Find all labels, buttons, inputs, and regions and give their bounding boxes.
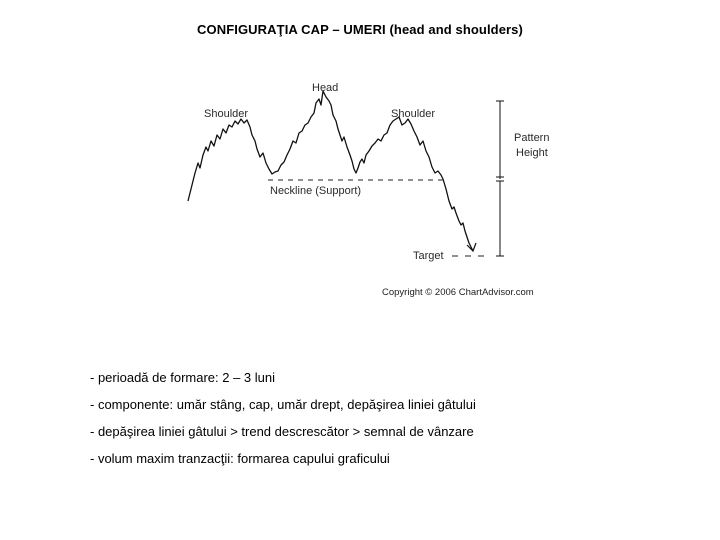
page-title: CONFIGURAŢIA CAP – UMERI (head and shoulders) xyxy=(197,22,523,37)
bullet-list xyxy=(90,370,690,478)
pattern-height-label-line1: Pattern xyxy=(514,132,550,144)
right-shoulder-label: Shoulder xyxy=(391,108,436,120)
pattern-height-label-line2: Height xyxy=(516,147,548,159)
list-item: - componente: umăr stâng, cap, umăr drept, depăşirea liniei gâtului xyxy=(90,397,476,412)
target-label: Target xyxy=(413,250,444,262)
list-item: - depăşirea liniei gâtului > trend descrescător > semnal de vânzare xyxy=(90,424,474,439)
left-shoulder-label: Shoulder xyxy=(204,108,249,120)
neckline-label: Neckline (Support) xyxy=(270,185,362,197)
copyright-text: Copyright © 2006 ChartAdvisor.com xyxy=(382,287,534,298)
list-item: - perioadă de formare: 2 – 3 luni xyxy=(90,370,275,385)
head-and-shoulders-diagram xyxy=(180,75,560,305)
head-label: Head xyxy=(312,82,339,94)
list-item: - volum maxim tranzacţii: formarea capului graficului xyxy=(90,451,390,466)
